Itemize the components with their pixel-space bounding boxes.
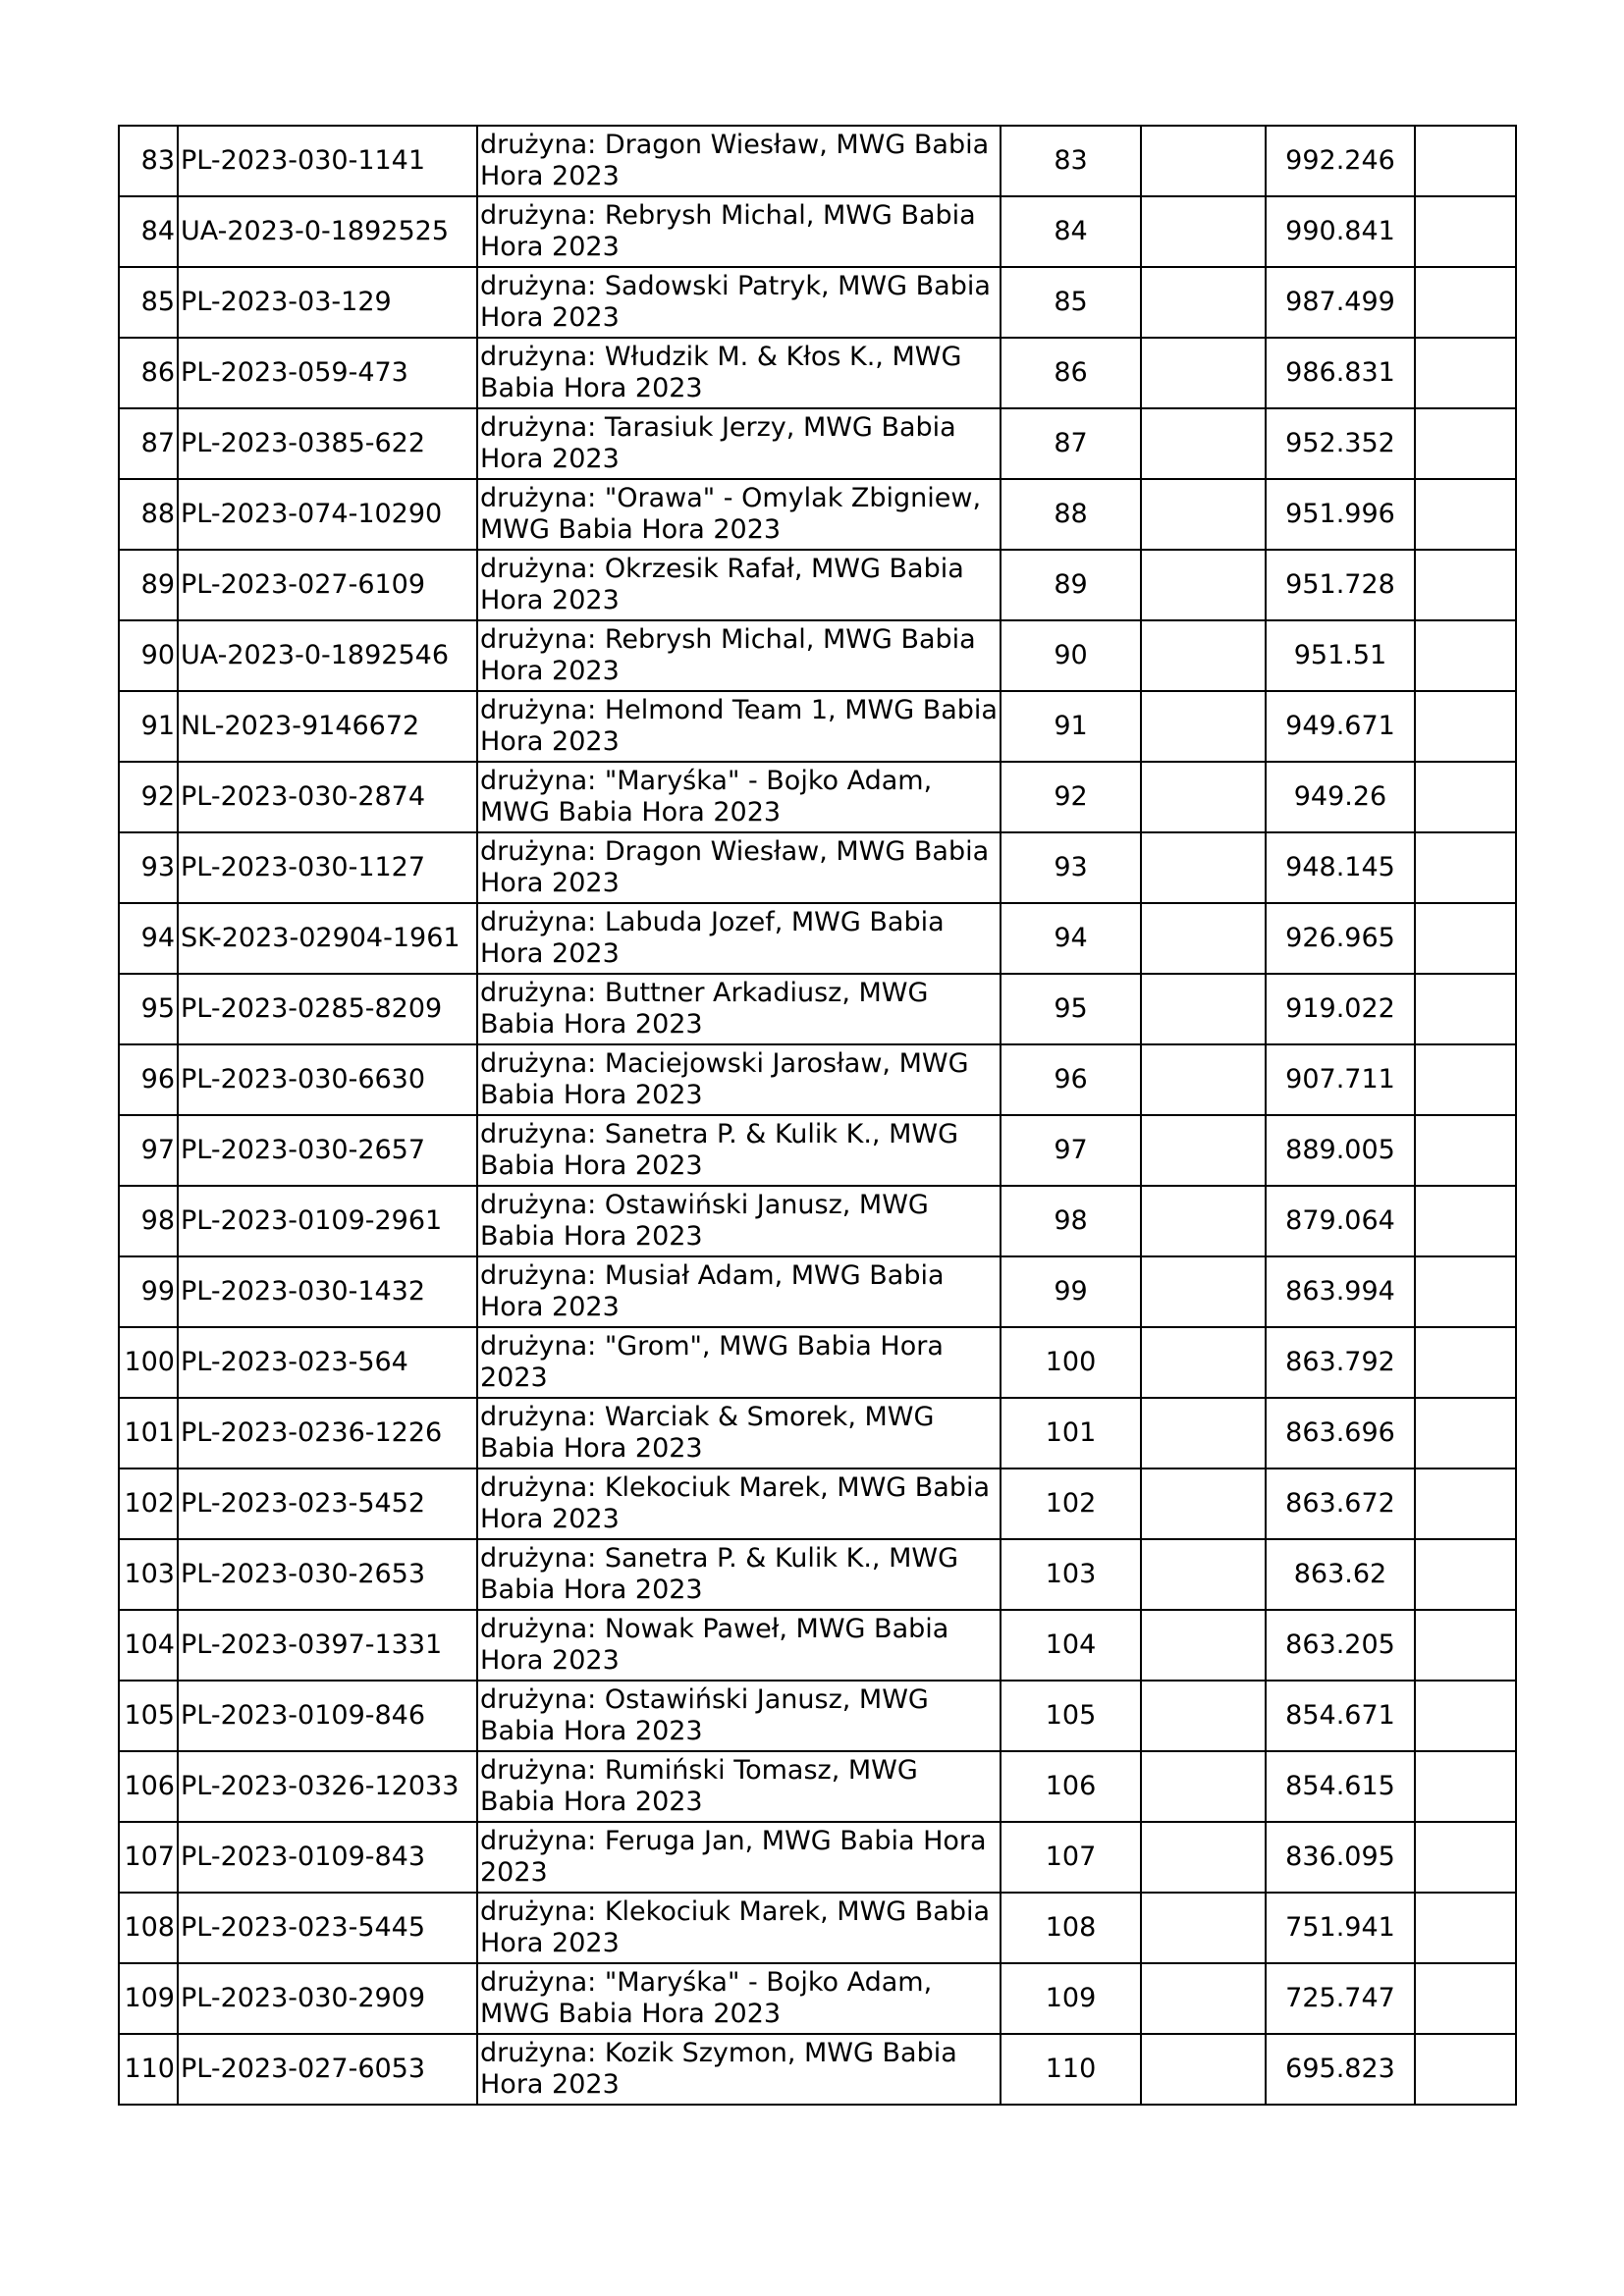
ring-number-cell: PL-2023-027-6053 bbox=[178, 2034, 477, 2105]
team-cell: drużyna: Helmond Team 1, MWG Babia Hora 2023 bbox=[477, 691, 1001, 762]
place-cell: 107 bbox=[1001, 1822, 1141, 1893]
table-row bbox=[119, 126, 1516, 196]
table-row bbox=[119, 1186, 1516, 1256]
team-cell: drużyna: Rebrysh Michal, MWG Babia Hora 2023 bbox=[477, 620, 1001, 691]
score-cell: 863.62 bbox=[1266, 1539, 1415, 1610]
place-cell: 87 bbox=[1001, 408, 1141, 479]
team-cell: drużyna: Dragon Wiesław, MWG Babia Hora 2023 bbox=[477, 126, 1001, 196]
team-cell: drużyna: Tarasiuk Jerzy, MWG Babia Hora 2023 bbox=[477, 408, 1001, 479]
position-cell: 100 bbox=[119, 1327, 178, 1398]
table-row bbox=[119, 1468, 1516, 1539]
ring-number-cell: PL-2023-0109-2961 bbox=[178, 1186, 477, 1256]
ring-number-cell: PL-2023-030-2657 bbox=[178, 1115, 477, 1186]
table-row bbox=[119, 1681, 1516, 1751]
place-cell: 110 bbox=[1001, 2034, 1141, 2105]
score-cell: 863.696 bbox=[1266, 1398, 1415, 1468]
table-row bbox=[119, 1115, 1516, 1186]
empty-cell bbox=[1415, 196, 1516, 267]
place-cell: 94 bbox=[1001, 903, 1141, 974]
empty-cell bbox=[1141, 196, 1266, 267]
empty-cell bbox=[1415, 408, 1516, 479]
table-row bbox=[119, 1963, 1516, 2034]
score-cell: 949.671 bbox=[1266, 691, 1415, 762]
team-cell: drużyna: Nowak Paweł, MWG Babia Hora 2023 bbox=[477, 1610, 1001, 1681]
place-cell: 85 bbox=[1001, 267, 1141, 338]
position-cell: 89 bbox=[119, 550, 178, 620]
table-row bbox=[119, 832, 1516, 903]
empty-cell bbox=[1141, 338, 1266, 408]
team-cell: drużyna: Kozik Szymon, MWG Babia Hora 2023 bbox=[477, 2034, 1001, 2105]
ring-number-cell: PL-2023-023-564 bbox=[178, 1327, 477, 1398]
ring-number-cell: PL-2023-023-5452 bbox=[178, 1468, 477, 1539]
team-cell: drużyna: Feruga Jan, MWG Babia Hora 2023 bbox=[477, 1822, 1001, 1893]
empty-cell bbox=[1141, 1681, 1266, 1751]
place-cell: 92 bbox=[1001, 762, 1141, 832]
empty-cell bbox=[1141, 1398, 1266, 1468]
team-cell: drużyna: Sadowski Patryk, MWG Babia Hora 2023 bbox=[477, 267, 1001, 338]
empty-cell bbox=[1415, 1681, 1516, 1751]
position-cell: 88 bbox=[119, 479, 178, 550]
table-row bbox=[119, 2034, 1516, 2105]
team-cell: drużyna: Włudzik M. & Kłos K., MWG Babia Hora 2023 bbox=[477, 338, 1001, 408]
table-row bbox=[119, 550, 1516, 620]
empty-cell bbox=[1141, 1186, 1266, 1256]
position-cell: 110 bbox=[119, 2034, 178, 2105]
score-cell: 919.022 bbox=[1266, 974, 1415, 1044]
score-cell: 948.145 bbox=[1266, 832, 1415, 903]
table-row bbox=[119, 196, 1516, 267]
empty-cell bbox=[1415, 1327, 1516, 1398]
score-cell: 990.841 bbox=[1266, 196, 1415, 267]
empty-cell bbox=[1415, 1893, 1516, 1963]
team-cell: drużyna: "Maryśka" - Bojko Adam, MWG Babia Hora 2023 bbox=[477, 1963, 1001, 2034]
empty-cell bbox=[1141, 832, 1266, 903]
empty-cell bbox=[1415, 126, 1516, 196]
empty-cell bbox=[1415, 974, 1516, 1044]
empty-cell bbox=[1415, 1398, 1516, 1468]
position-cell: 85 bbox=[119, 267, 178, 338]
score-cell: 951.51 bbox=[1266, 620, 1415, 691]
empty-cell bbox=[1141, 1115, 1266, 1186]
table-row bbox=[119, 620, 1516, 691]
table-row bbox=[119, 1610, 1516, 1681]
score-cell: 992.246 bbox=[1266, 126, 1415, 196]
position-cell: 106 bbox=[119, 1751, 178, 1822]
position-cell: 105 bbox=[119, 1681, 178, 1751]
ring-number-cell: PL-2023-030-1141 bbox=[178, 126, 477, 196]
score-cell: 751.941 bbox=[1266, 1893, 1415, 1963]
empty-cell bbox=[1415, 1044, 1516, 1115]
position-cell: 104 bbox=[119, 1610, 178, 1681]
score-cell: 949.26 bbox=[1266, 762, 1415, 832]
ring-number-cell: PL-2023-0397-1331 bbox=[178, 1610, 477, 1681]
place-cell: 109 bbox=[1001, 1963, 1141, 2034]
score-cell: 863.672 bbox=[1266, 1468, 1415, 1539]
place-cell: 104 bbox=[1001, 1610, 1141, 1681]
position-cell: 90 bbox=[119, 620, 178, 691]
table-row bbox=[119, 1256, 1516, 1327]
ring-number-cell: SK-2023-02904-1961 bbox=[178, 903, 477, 974]
empty-cell bbox=[1415, 832, 1516, 903]
results-table-body bbox=[119, 126, 1516, 2105]
position-cell: 91 bbox=[119, 691, 178, 762]
empty-cell bbox=[1415, 1822, 1516, 1893]
empty-cell bbox=[1415, 1539, 1516, 1610]
table-row bbox=[119, 903, 1516, 974]
empty-cell bbox=[1141, 691, 1266, 762]
results-table bbox=[118, 125, 1517, 2106]
place-cell: 96 bbox=[1001, 1044, 1141, 1115]
position-cell: 98 bbox=[119, 1186, 178, 1256]
score-cell: 907.711 bbox=[1266, 1044, 1415, 1115]
place-cell: 91 bbox=[1001, 691, 1141, 762]
position-cell: 84 bbox=[119, 196, 178, 267]
score-cell: 926.965 bbox=[1266, 903, 1415, 974]
score-cell: 695.823 bbox=[1266, 2034, 1415, 2105]
empty-cell bbox=[1141, 1327, 1266, 1398]
table-row bbox=[119, 1398, 1516, 1468]
place-cell: 101 bbox=[1001, 1398, 1141, 1468]
score-cell: 836.095 bbox=[1266, 1822, 1415, 1893]
empty-cell bbox=[1415, 2034, 1516, 2105]
table-row bbox=[119, 1822, 1516, 1893]
score-cell: 854.615 bbox=[1266, 1751, 1415, 1822]
empty-cell bbox=[1141, 479, 1266, 550]
ring-number-cell: PL-2023-030-6630 bbox=[178, 1044, 477, 1115]
ring-number-cell: PL-2023-0285-8209 bbox=[178, 974, 477, 1044]
place-cell: 106 bbox=[1001, 1751, 1141, 1822]
ring-number-cell: PL-2023-0109-846 bbox=[178, 1681, 477, 1751]
team-cell: drużyna: Klekociuk Marek, MWG Babia Hora 2023 bbox=[477, 1893, 1001, 1963]
empty-cell bbox=[1141, 974, 1266, 1044]
position-cell: 93 bbox=[119, 832, 178, 903]
place-cell: 86 bbox=[1001, 338, 1141, 408]
position-cell: 101 bbox=[119, 1398, 178, 1468]
empty-cell bbox=[1415, 1256, 1516, 1327]
place-cell: 100 bbox=[1001, 1327, 1141, 1398]
score-cell: 986.831 bbox=[1266, 338, 1415, 408]
ring-number-cell: UA-2023-0-1892546 bbox=[178, 620, 477, 691]
position-cell: 94 bbox=[119, 903, 178, 974]
table-row bbox=[119, 1751, 1516, 1822]
empty-cell bbox=[1415, 620, 1516, 691]
team-cell: drużyna: Dragon Wiesław, MWG Babia Hora 2023 bbox=[477, 832, 1001, 903]
empty-cell bbox=[1415, 1115, 1516, 1186]
empty-cell bbox=[1415, 1610, 1516, 1681]
empty-cell bbox=[1415, 479, 1516, 550]
table-row bbox=[119, 974, 1516, 1044]
empty-cell bbox=[1415, 1186, 1516, 1256]
table-row bbox=[119, 1044, 1516, 1115]
place-cell: 102 bbox=[1001, 1468, 1141, 1539]
empty-cell bbox=[1141, 620, 1266, 691]
ring-number-cell: UA-2023-0-1892525 bbox=[178, 196, 477, 267]
table-row bbox=[119, 1539, 1516, 1610]
team-cell: drużyna: Okrzesik Rafał, MWG Babia Hora 2023 bbox=[477, 550, 1001, 620]
position-cell: 108 bbox=[119, 1893, 178, 1963]
table-row bbox=[119, 691, 1516, 762]
empty-cell bbox=[1415, 1468, 1516, 1539]
position-cell: 92 bbox=[119, 762, 178, 832]
ring-number-cell: PL-2023-0385-622 bbox=[178, 408, 477, 479]
ring-number-cell: PL-2023-0326-12033 bbox=[178, 1751, 477, 1822]
team-cell: drużyna: "Maryśka" - Bojko Adam, MWG Babia Hora 2023 bbox=[477, 762, 1001, 832]
empty-cell bbox=[1415, 267, 1516, 338]
score-cell: 863.792 bbox=[1266, 1327, 1415, 1398]
position-cell: 97 bbox=[119, 1115, 178, 1186]
empty-cell bbox=[1415, 691, 1516, 762]
place-cell: 83 bbox=[1001, 126, 1141, 196]
score-cell: 987.499 bbox=[1266, 267, 1415, 338]
empty-cell bbox=[1141, 550, 1266, 620]
table-row bbox=[119, 1893, 1516, 1963]
place-cell: 97 bbox=[1001, 1115, 1141, 1186]
position-cell: 87 bbox=[119, 408, 178, 479]
place-cell: 93 bbox=[1001, 832, 1141, 903]
score-cell: 863.205 bbox=[1266, 1610, 1415, 1681]
place-cell: 95 bbox=[1001, 974, 1141, 1044]
team-cell: drużyna: Sanetra P. & Kulik K., MWG Babia Hora 2023 bbox=[477, 1115, 1001, 1186]
ring-number-cell: PL-2023-0236-1226 bbox=[178, 1398, 477, 1468]
team-cell: drużyna: Sanetra P. & Kulik K., MWG Babia Hora 2023 bbox=[477, 1539, 1001, 1610]
team-cell: drużyna: "Orawa" - Omylak Zbigniew, MWG Babia Hora 2023 bbox=[477, 479, 1001, 550]
ring-number-cell: NL-2023-9146672 bbox=[178, 691, 477, 762]
table-row bbox=[119, 408, 1516, 479]
score-cell: 725.747 bbox=[1266, 1963, 1415, 2034]
position-cell: 99 bbox=[119, 1256, 178, 1327]
empty-cell bbox=[1141, 1893, 1266, 1963]
empty-cell bbox=[1141, 762, 1266, 832]
team-cell: drużyna: Ostawiński Janusz, MWG Babia Hora 2023 bbox=[477, 1681, 1001, 1751]
position-cell: 102 bbox=[119, 1468, 178, 1539]
ring-number-cell: PL-2023-0109-843 bbox=[178, 1822, 477, 1893]
ring-number-cell: PL-2023-030-1127 bbox=[178, 832, 477, 903]
empty-cell bbox=[1141, 126, 1266, 196]
score-cell: 951.996 bbox=[1266, 479, 1415, 550]
score-cell: 863.994 bbox=[1266, 1256, 1415, 1327]
table-row bbox=[119, 762, 1516, 832]
team-cell: drużyna: Warciak & Smorek, MWG Babia Hora 2023 bbox=[477, 1398, 1001, 1468]
position-cell: 109 bbox=[119, 1963, 178, 2034]
table-row bbox=[119, 338, 1516, 408]
place-cell: 88 bbox=[1001, 479, 1141, 550]
place-cell: 90 bbox=[1001, 620, 1141, 691]
empty-cell bbox=[1141, 408, 1266, 479]
place-cell: 99 bbox=[1001, 1256, 1141, 1327]
score-cell: 879.064 bbox=[1266, 1186, 1415, 1256]
table-row bbox=[119, 267, 1516, 338]
empty-cell bbox=[1141, 2034, 1266, 2105]
score-cell: 951.728 bbox=[1266, 550, 1415, 620]
position-cell: 107 bbox=[119, 1822, 178, 1893]
empty-cell bbox=[1415, 550, 1516, 620]
place-cell: 108 bbox=[1001, 1893, 1141, 1963]
ring-number-cell: PL-2023-027-6109 bbox=[178, 550, 477, 620]
place-cell: 84 bbox=[1001, 196, 1141, 267]
team-cell: drużyna: "Grom", MWG Babia Hora 2023 bbox=[477, 1327, 1001, 1398]
place-cell: 98 bbox=[1001, 1186, 1141, 1256]
team-cell: drużyna: Buttner Arkadiusz, MWG Babia Hora 2023 bbox=[477, 974, 1001, 1044]
empty-cell bbox=[1141, 1610, 1266, 1681]
score-cell: 854.671 bbox=[1266, 1681, 1415, 1751]
team-cell: drużyna: Ostawiński Janusz, MWG Babia Hora 2023 bbox=[477, 1186, 1001, 1256]
place-cell: 89 bbox=[1001, 550, 1141, 620]
ring-number-cell: PL-2023-030-2874 bbox=[178, 762, 477, 832]
team-cell: drużyna: Rebrysh Michal, MWG Babia Hora 2023 bbox=[477, 196, 1001, 267]
empty-cell bbox=[1415, 1963, 1516, 2034]
ring-number-cell: PL-2023-03-129 bbox=[178, 267, 477, 338]
empty-cell bbox=[1415, 1751, 1516, 1822]
empty-cell bbox=[1141, 1044, 1266, 1115]
ring-number-cell: PL-2023-030-2909 bbox=[178, 1963, 477, 2034]
empty-cell bbox=[1141, 903, 1266, 974]
empty-cell bbox=[1141, 1256, 1266, 1327]
ring-number-cell: PL-2023-023-5445 bbox=[178, 1893, 477, 1963]
place-cell: 105 bbox=[1001, 1681, 1141, 1751]
position-cell: 95 bbox=[119, 974, 178, 1044]
empty-cell bbox=[1141, 1468, 1266, 1539]
empty-cell bbox=[1415, 338, 1516, 408]
team-cell: drużyna: Rumiński Tomasz, MWG Babia Hora 2023 bbox=[477, 1751, 1001, 1822]
empty-cell bbox=[1141, 1963, 1266, 2034]
table-row bbox=[119, 479, 1516, 550]
position-cell: 83 bbox=[119, 126, 178, 196]
empty-cell bbox=[1141, 1539, 1266, 1610]
empty-cell bbox=[1141, 1751, 1266, 1822]
place-cell: 103 bbox=[1001, 1539, 1141, 1610]
ring-number-cell: PL-2023-030-2653 bbox=[178, 1539, 477, 1610]
team-cell: drużyna: Labuda Jozef, MWG Babia Hora 2023 bbox=[477, 903, 1001, 974]
empty-cell bbox=[1415, 762, 1516, 832]
ring-number-cell: PL-2023-074-10290 bbox=[178, 479, 477, 550]
position-cell: 103 bbox=[119, 1539, 178, 1610]
team-cell: drużyna: Maciejowski Jarosław, MWG Babia Hora 2023 bbox=[477, 1044, 1001, 1115]
empty-cell bbox=[1415, 903, 1516, 974]
score-cell: 952.352 bbox=[1266, 408, 1415, 479]
table-row bbox=[119, 1327, 1516, 1398]
empty-cell bbox=[1141, 1822, 1266, 1893]
ring-number-cell: PL-2023-030-1432 bbox=[178, 1256, 477, 1327]
score-cell: 889.005 bbox=[1266, 1115, 1415, 1186]
team-cell: drużyna: Musiał Adam, MWG Babia Hora 2023 bbox=[477, 1256, 1001, 1327]
position-cell: 96 bbox=[119, 1044, 178, 1115]
position-cell: 86 bbox=[119, 338, 178, 408]
empty-cell bbox=[1141, 267, 1266, 338]
team-cell: drużyna: Klekociuk Marek, MWG Babia Hora 2023 bbox=[477, 1468, 1001, 1539]
ring-number-cell: PL-2023-059-473 bbox=[178, 338, 477, 408]
